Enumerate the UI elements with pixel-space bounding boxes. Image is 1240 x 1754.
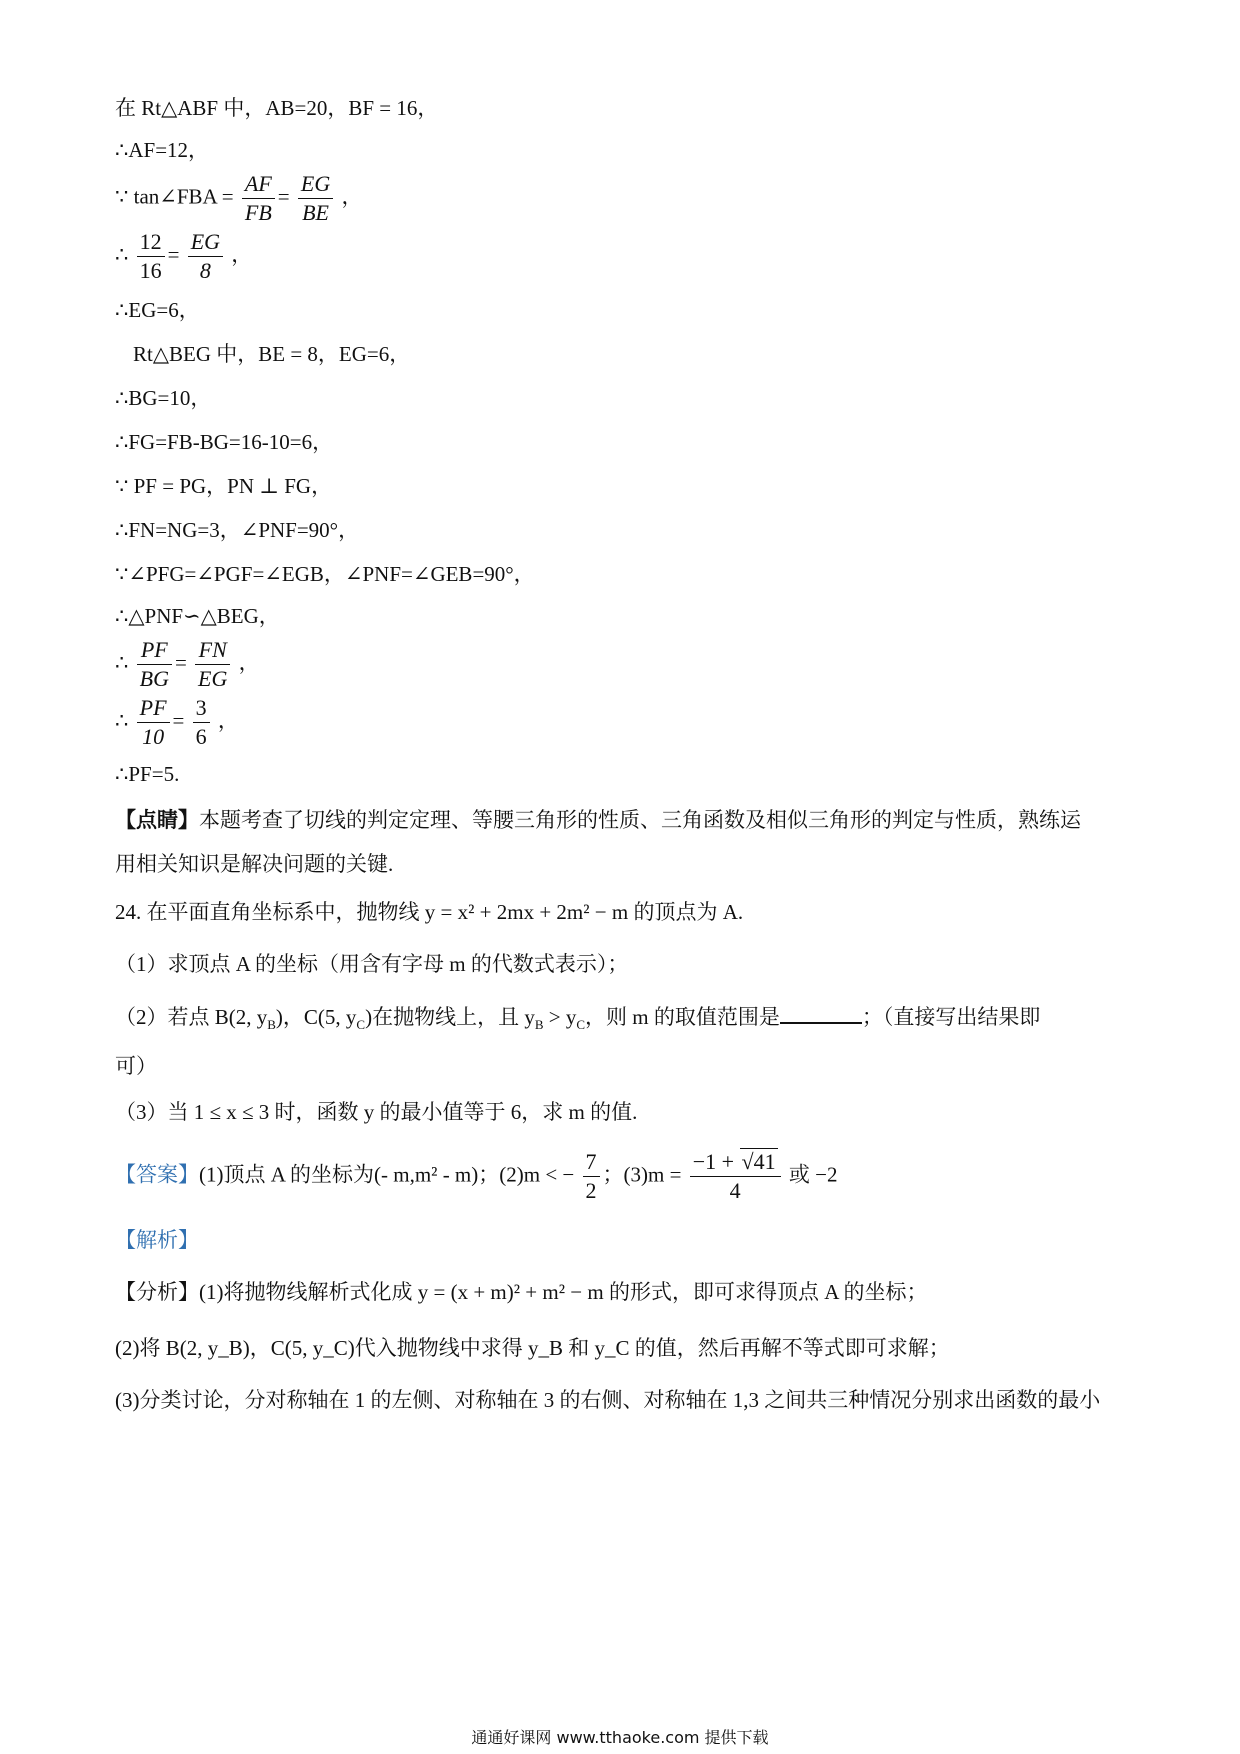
q2-text-e: ，则 m 的取值范围是 — [585, 1005, 780, 1029]
fraction-num — [690, 1148, 781, 1177]
subscript-b: B — [534, 1017, 544, 1033]
line-2: ∴AF=12， — [115, 138, 210, 162]
q2-text-a: （2）若点 B(2, y — [115, 1005, 268, 1029]
fraction-den: 6 — [195, 724, 207, 749]
fraction-den: EG — [198, 666, 228, 691]
line-13: ∴ $\frac{PF}{BG}$ = $\frac{FN}{EG}$ ， — [115, 637, 260, 691]
line-9: ∵ PF = PG，PN ⊥ FG， — [115, 474, 333, 498]
fraction-sqrt41 — [690, 1148, 781, 1205]
fraction-eg-8 — [188, 228, 223, 285]
line-11: ∵∠PFG=∠PGF=∠EGB，∠PNF=∠GEB=90°， — [115, 562, 535, 586]
fraction-num: FN — [195, 636, 230, 665]
fraction-pf-10 — [137, 694, 170, 751]
line-4-suffix: ， — [231, 242, 253, 267]
line-13-prefix: ∴ — [115, 650, 129, 675]
fraction-den: FB — [244, 200, 272, 225]
line-12: ∴△PNF∽△BEG， — [115, 604, 280, 628]
fraction-num: PF — [137, 636, 172, 665]
question-part-3: （3）当 1 ≤ x ≤ 3 时，函数 y 的最小值等于 6，求 m 的值. — [115, 1100, 638, 1124]
fraction-num: EG — [298, 170, 333, 199]
line-8: ∴FG=FB-BG=16-10=6， — [115, 430, 334, 454]
question-part-2 — [115, 1002, 1040, 1039]
line-5: ∴EG=6， — [115, 298, 200, 322]
sqrt-prefix: −1 + — [692, 1149, 740, 1174]
fenxi-line-1 — [115, 1278, 927, 1306]
fraction-den: BE — [302, 200, 329, 225]
fenxi-line-2: (2)将 B(2, y_B)，C(5, y_C)代入抛物线中求得 y_B 和 y_C 的值，然后再解不等式即可求解； — [115, 1336, 950, 1360]
fraction-12-16 — [137, 228, 165, 285]
fraction-fn-eg — [195, 636, 230, 693]
answer-blank — [780, 1002, 862, 1024]
line-13-suffix: ， — [238, 650, 260, 675]
fraction-num: EG — [188, 228, 223, 257]
line-4-prefix: ∴ — [115, 242, 129, 267]
q2-text-d: > y — [543, 1005, 577, 1029]
question-part-1: （1）求顶点 A 的坐标（用含有字母 m 的代数式表示）； — [115, 952, 629, 976]
fraction-pf-bg — [137, 636, 172, 693]
dianjing-label: 【点睛】 — [115, 808, 199, 832]
answer-text-2: ；(3)m = — [602, 1162, 682, 1187]
line-3-prefix: ∵ tan∠FBA = — [115, 184, 234, 209]
fraction-7-2 — [583, 1148, 600, 1205]
fraction-den: 2 — [585, 1178, 597, 1203]
answer-text-1: (1)顶点 A 的坐标为(- m,m² - m)；(2)m < − — [199, 1162, 575, 1187]
line-10: ∴FN=NG=3，∠PNF=90°， — [115, 518, 360, 542]
sqrt-41: √41 — [741, 1149, 776, 1174]
fraction-den: 8 — [199, 258, 211, 283]
line-3: ∵ tan∠FBA = $\frac{AF}{FB}$ = $\frac{EG}{BE}$ ， — [115, 171, 363, 225]
line-15: ∴PF=5. — [115, 762, 180, 786]
fraction-den: 4 — [729, 1178, 741, 1203]
fraction-num: 3 — [193, 694, 210, 723]
subscript-b: B — [267, 1017, 276, 1033]
fenxi-label: 【分析】 — [115, 1280, 199, 1304]
line-4: ∴ $\frac{12}{16}$ = $\frac{EG}{8}$ ， — [115, 229, 253, 283]
dianjing-line-2: 用相关知识是解决问题的关键. — [115, 852, 394, 876]
fraction-den: BG — [139, 666, 169, 691]
line-3-suffix: ， — [341, 184, 363, 209]
fraction-num: PF — [137, 694, 170, 723]
subscript-c: C — [356, 1017, 366, 1033]
fraction-af-fb — [242, 170, 275, 227]
answer-text-3: 或 −2 — [788, 1162, 838, 1187]
line-14: ∴ $\frac{PF}{10}$ = $\frac{3}{6}$ ， — [115, 695, 239, 749]
line-7: ∴BG=10， — [115, 386, 212, 410]
fraction-3-6 — [193, 694, 210, 751]
line-14-prefix: ∴ — [115, 708, 129, 733]
dianjing-line-1 — [115, 806, 1081, 834]
q2-text-b: )，C(5, y — [275, 1005, 357, 1029]
analysis-label: 【解析】 — [115, 1228, 199, 1252]
question-stem: 24. 在平面直角坐标系中，抛物线 y = x² + 2mx + 2m² − m 的顶点为 A. — [115, 900, 744, 924]
fraction-num: AF — [242, 170, 275, 199]
line-14-suffix: ， — [217, 708, 239, 733]
answer-line — [115, 1148, 837, 1205]
line-1: 在 Rt△ABF 中，AB=20，BF = 16， — [115, 96, 439, 120]
q2-text-c: )在抛物线上，且 y — [365, 1005, 535, 1029]
subscript-c: C — [576, 1017, 586, 1033]
fraction-num: 7 — [583, 1148, 600, 1177]
fraction-den: 10 — [142, 724, 165, 749]
q2-text-f: ；（直接写出结果即 — [861, 1005, 1041, 1029]
answer-label: 【答案】 — [115, 1162, 199, 1187]
question-part-2-cont: 可） — [115, 1054, 157, 1078]
line-6: Rt△BEG 中，BE = 8，EG=6， — [133, 342, 411, 366]
dianjing-text-1: 本题考查了切线的判定定理、等腰三角形的性质、三角函数及相似三角形的判定与性质，熟练运 — [199, 808, 1081, 832]
fraction-den: 16 — [139, 258, 162, 283]
fenxi-text-1: (1)将抛物线解析式化成 y = (x + m)² + m² − m 的形式，即可求得顶点 A 的坐标； — [199, 1280, 928, 1304]
fraction-num: 12 — [137, 228, 165, 257]
page-footer: 通通好课网 www.tthaoke.com 提供下载 — [471, 1728, 769, 1747]
fraction-eg-be — [298, 170, 333, 227]
fenxi-line-3: (3)分类讨论，分对称轴在 1 的左侧、对称轴在 3 的右侧、对称轴在 1,3 之间共三种情况分别求出函数的最小 — [115, 1388, 1101, 1412]
